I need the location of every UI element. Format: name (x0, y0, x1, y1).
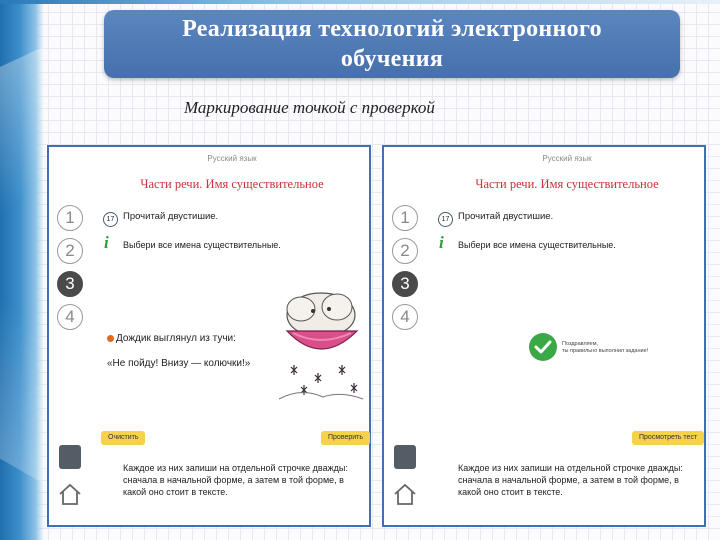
task-number-2[interactable]: 2 (57, 238, 83, 264)
task-sidebar (384, 147, 430, 525)
slide-title-box (104, 10, 680, 78)
poem-line-2[interactable] (107, 358, 250, 369)
success-message (562, 341, 648, 355)
slide-title-line2: обучения (340, 46, 444, 72)
left-decoration-band (0, 0, 44, 540)
task-badge: 17 (103, 212, 118, 227)
slide-subtitle: Маркирование точкой с проверкой (184, 98, 435, 117)
task-content (95, 147, 369, 525)
right-screenshot-panel (382, 145, 706, 527)
task-number-3[interactable]: 3 (57, 271, 83, 297)
task-number-1[interactable]: 1 (392, 205, 418, 231)
subject-label: Русский язык (207, 154, 257, 163)
subject-label: Русский язык (542, 154, 592, 163)
check-button[interactable]: Проверить (321, 431, 370, 445)
lesson-title: Части речи. Имя существительное (475, 177, 659, 191)
nav-square-icon[interactable] (394, 445, 416, 469)
top-decoration-line (0, 0, 720, 4)
view-test-button[interactable]: Просмотреть тест (632, 431, 704, 445)
poem-line-1[interactable] (107, 333, 236, 344)
clear-button[interactable]: Очистить (101, 431, 145, 445)
info-icon[interactable]: i (439, 233, 444, 252)
task-number-4[interactable]: 4 (57, 304, 83, 330)
task-text: Прочитай двустишие. (123, 211, 219, 222)
nav-square-icon[interactable] (59, 445, 81, 469)
success-line-2: ты правильно выполнил задание! (562, 348, 649, 354)
task-number-3[interactable]: 3 (392, 271, 418, 297)
task-content (430, 147, 704, 525)
slide-title (182, 14, 602, 74)
task-text: Прочитай двустишие. (458, 211, 554, 222)
task-number-1[interactable]: 1 (57, 205, 83, 231)
left-screenshot-panel (47, 145, 371, 527)
home-icon[interactable] (392, 481, 418, 507)
poem-line-1-text[interactable]: Дождик выглянул из тучи: (116, 333, 236, 344)
lesson-title: Части речи. Имя существительное (140, 177, 324, 191)
success-line-1: Поздравляем, (562, 341, 599, 347)
task-sidebar (49, 147, 95, 525)
task-number-4[interactable]: 4 (392, 304, 418, 330)
marker-dot[interactable] (107, 335, 114, 342)
poem-line-2-text[interactable]: «Не пойду! Внизу — колючки!» (107, 358, 251, 369)
instruction-text: Выбери все имена существительные. (123, 240, 281, 250)
home-icon[interactable] (57, 481, 83, 507)
rain-cloud-illustration (271, 287, 371, 407)
bottom-instruction: Каждое из них запиши на отдельной строчке дважды: сначала в начальной форме, а затем в той форме, в какой оно стоит в тексте. (123, 463, 348, 497)
info-icon[interactable]: i (104, 233, 109, 252)
checkmark-icon (528, 332, 558, 362)
instruction-text: Выбери все имена существительные. (458, 240, 616, 250)
task-badge: 17 (438, 212, 453, 227)
task-number-2[interactable]: 2 (392, 238, 418, 264)
bottom-instruction: Каждое из них запиши на отдельной строчке дважды: сначала в начальной форме, а затем в той форме, в какой оно стоит в тексте. (458, 463, 683, 497)
slide-title-line1: Реализация технологий электронного (182, 16, 602, 42)
